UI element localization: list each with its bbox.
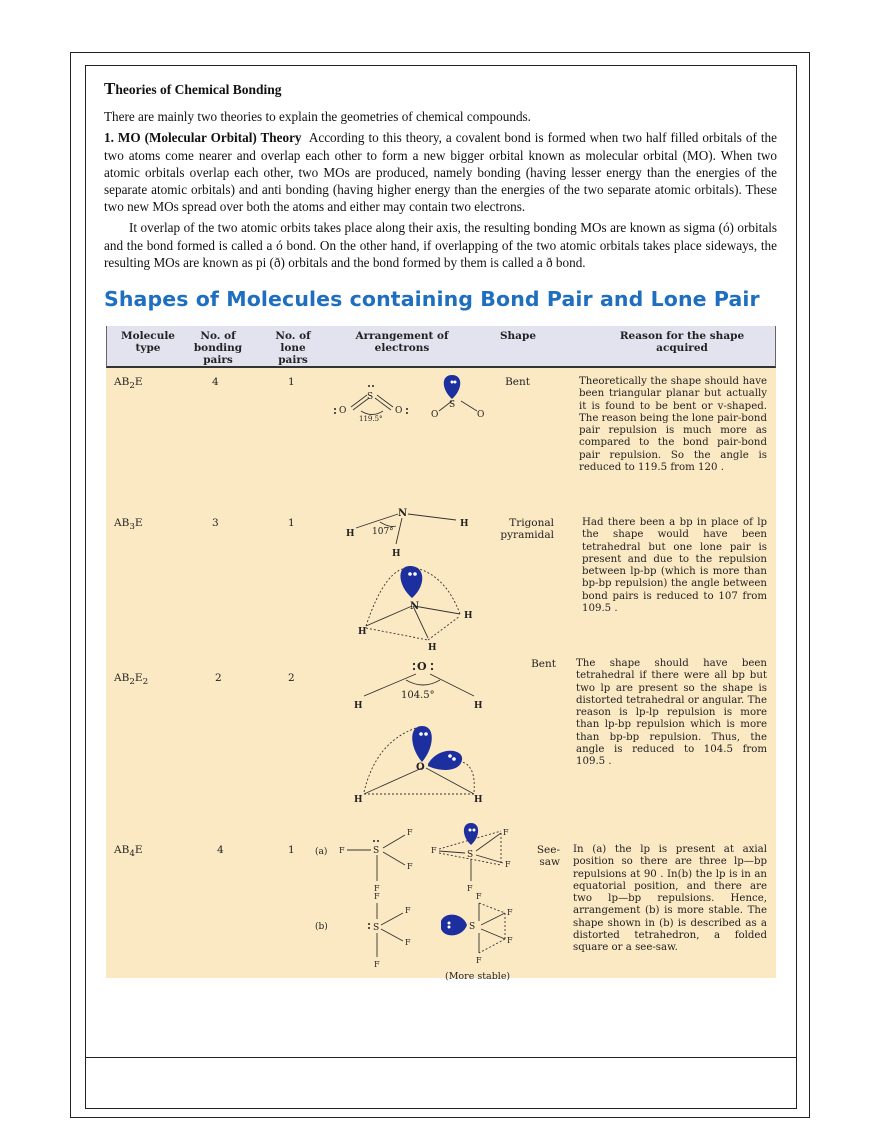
shapes-table: [106, 326, 776, 982]
row1-bonding: 4: [212, 376, 219, 388]
so2-o-left: O: [339, 406, 347, 416]
sf4b-s-label: S: [373, 923, 380, 933]
row3-shape: Bent: [531, 658, 556, 670]
mo-title: 1. MO (Molecular Orbital) Theory: [104, 130, 302, 146]
sf4a-f-axial: F: [374, 884, 380, 893]
sf4b-f-bottom: F: [374, 960, 380, 969]
sf4-label-b: (b): [315, 922, 328, 932]
header-reason: Reason for the shape acquired: [619, 330, 745, 354]
row3-reason: The shape should have been tetrahedral if there were all bp but two lp are present so the shape is distorted tetrahedral or angular. The reason is lp-lp repulsion is more than lp-bp repulsion which is more than bp-bp repulsion. Thus, the angle is reduced to 104.5 from 109.5 .: [576, 658, 767, 768]
sf4b-f-lower: F: [405, 938, 411, 947]
row4-type: $AB_4E$: [114, 844, 143, 860]
intro-paragraph: There are mainly two theories to explain the geometries of chemical compounds.: [104, 109, 531, 125]
sf4a-s-label: S: [373, 846, 380, 856]
sf4b2-f-bottom: F: [476, 956, 482, 965]
so2-s-label: S: [367, 392, 374, 402]
heading-initial: T: [104, 79, 116, 98]
body-text: [104, 80, 777, 275]
row2-type: $AB_3E$: [114, 517, 143, 533]
sf4b-f-top: F: [374, 892, 380, 901]
header-shape: Shape: [499, 330, 537, 342]
h2o-h2-right: H: [474, 795, 483, 805]
nh3-n2-label: N: [410, 601, 420, 612]
row4-shape: See-saw: [536, 844, 560, 868]
h2o-h-left: H: [354, 701, 363, 711]
row4-lone: 1: [288, 844, 295, 856]
header-lone-pairs: No. of lone pairs: [275, 330, 311, 366]
h2o-h2-left: H: [354, 795, 363, 805]
row1-reason: Theoretically the shape should have been triangular planar but actually it is found to be bent or v-shaped. The reason being the lone pair-bond pair repulsion is much more as compared to the bond pair-bond pair repulsion. So the angle is reduced to 119.5 from 120 .: [579, 376, 767, 474]
h2o-diagram: [346, 656, 506, 806]
h2o-h-right: H: [474, 701, 483, 711]
row2-shape: Trigonal pyramidal: [500, 517, 554, 541]
sf4a-f-bottom: F: [407, 862, 413, 871]
nh3-h2-right: H: [464, 611, 473, 621]
mo-paragraph: [104, 129, 777, 215]
row1-lone: 1: [288, 376, 295, 388]
heading-rest: heories of Chemical Bonding: [115, 82, 282, 97]
h2o-o-label: O: [417, 660, 427, 673]
sf4-more-stable: (More stable): [445, 971, 511, 982]
nh3-angle: 107°: [372, 527, 394, 537]
header-bonding-pairs: No. of bonding pairs: [193, 330, 243, 366]
header-molecule-type: Molecule type: [121, 330, 175, 354]
sf4a2-f-right: F: [505, 860, 511, 869]
sf4b2-s-label: S: [469, 922, 476, 932]
row2-reason: Had there been a bp in place of lp the shape would have been tetrahedral but one lone pair is present and due to the repulsion between lp-bp (which is more than bp-bp repulsion) the angle between bond pairs is reduced to 107 from 109.5 .: [582, 517, 767, 615]
sf4b2-f-top: F: [476, 892, 482, 901]
sf4a2-f-top: F: [503, 828, 509, 837]
so2-diagram: [321, 371, 491, 431]
nh3-h-left: H: [346, 529, 355, 539]
so2-angle: 119.5°: [359, 415, 383, 423]
sf4b-f-upper: F: [405, 906, 411, 915]
so2-o-right: O: [395, 406, 403, 416]
sf4a2-s-label: S: [467, 850, 474, 860]
nh3-h-right: H: [460, 519, 469, 529]
row4-bonding: 4: [217, 844, 224, 856]
nh3-h-bottom: H: [392, 549, 401, 559]
row2-lone: 1: [288, 517, 295, 529]
sf4a2-f-left: F: [431, 846, 437, 855]
sf4-diagram: [311, 821, 541, 981]
h2o-o2-label: O: [416, 762, 425, 773]
so2-o2-right: O: [477, 410, 485, 420]
sf4b2-f-lower: F: [507, 936, 513, 945]
header-arrangement: Arrangement of electrons: [355, 330, 449, 354]
so2-s2-label: S: [449, 400, 456, 410]
table-header: [106, 326, 776, 368]
footer-divider: [85, 1057, 797, 1058]
section-title: Shapes of Molecules containing Bond Pair and Lone Pair: [104, 287, 760, 311]
overlap-paragraph: It overlap of the two atomic orbits takes place along their axis, the resulting bonding MOs are known as sigma (ó) orbitals and the bond formed is called a ó bond. On the other hand, if overlapping of the two atomic orbitals takes place sideways, the resulting MOs are known as pi (ð) orbitals and the bond formed by them is called a ð bond.: [104, 220, 777, 270]
h2o-angle: 104.5°: [401, 690, 435, 701]
row3-lone: 2: [288, 672, 295, 684]
row2-bonding: 3: [212, 517, 219, 529]
so2-o2-left: O: [431, 410, 439, 420]
sf4a2-f-bottom: F: [467, 884, 473, 893]
nh3-h2-left: H: [358, 627, 367, 637]
row3-type: $AB_2E_2$: [114, 672, 149, 688]
sf4a-f-left: F: [339, 846, 345, 855]
row3-bonding: 2: [215, 672, 222, 684]
sf4b2-f-right: F: [507, 908, 513, 917]
row1-shape: Bent: [505, 376, 530, 388]
row1-type: $AB_2E$: [114, 376, 143, 392]
row4-reason: In (a) the lp is present at axial position so there are three lp—bp repulsions at 90 . In(b) the lp is in an equatorial position, and there are two lp—bp repulsions. Hence, arrangement (b) is more stable. The shape shown in (b) is described as a distorted tetrahedron, a folded square or a see-saw.: [573, 844, 767, 954]
sf4-label-a: (a): [315, 847, 328, 857]
mo-text: According to this theory, a covalent bond is formed when two half filled orbitals of the two atoms come nearer and overlap each other to form a new bigger orbital known as molecular orbital (MO). When two atomic orbitals overlap each other, two MOs are produced, namely bonding (having lesser energy than the energies of the separate atomic orbitals) and anti bonding (having higher energy than the energies of the two separate atomic orbitals). These two new MOs spread over both the atoms and either may contain two electrons.: [104, 130, 777, 215]
page-heading: [104, 80, 777, 98]
nh3-diagram: [336, 506, 496, 656]
nh3-h2-bottom: H: [428, 643, 437, 653]
nh3-n-label: N: [398, 508, 408, 519]
sf4a-f-top: F: [407, 828, 413, 837]
